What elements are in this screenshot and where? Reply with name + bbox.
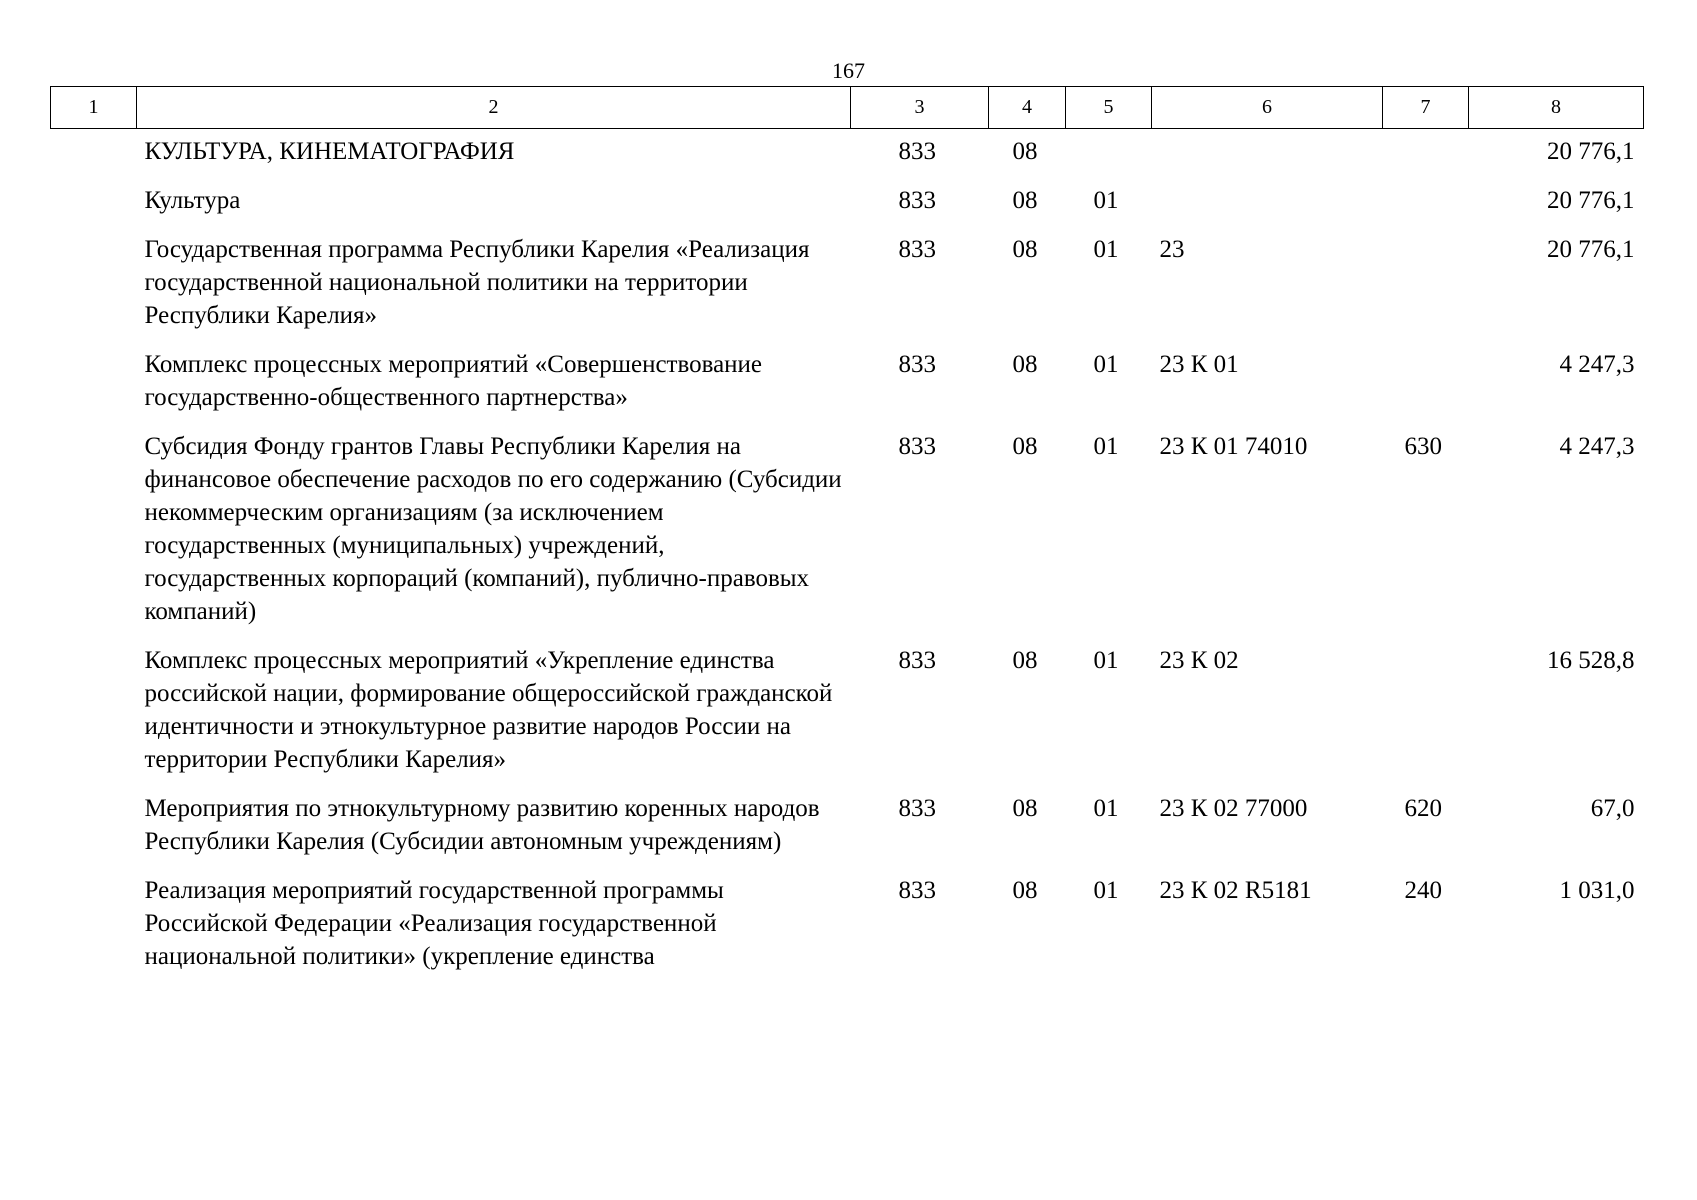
target-code xyxy=(1152,184,1383,233)
subsection-code: 01 xyxy=(1093,351,1119,378)
ministry-code: 833 xyxy=(898,433,936,460)
expense-type-code: 630 xyxy=(1404,433,1442,460)
expense-type-code xyxy=(1383,644,1469,792)
target-code xyxy=(1152,129,1383,185)
item-name: Комплекс процессных мероприятий «Укрепление единства российской нации, формирование общероссийской гражданской идентичности и этнокультурное развитие народов России на территории Республики Карелия» xyxy=(144,647,833,773)
subsection-code: 01 xyxy=(1093,236,1119,263)
ministry-code: 833 xyxy=(898,351,936,378)
ministry-code: 833 xyxy=(898,138,936,165)
target-code: 23 К 02 xyxy=(1159,647,1239,674)
amount: 16 528,8 xyxy=(1547,647,1635,674)
table-row xyxy=(51,874,1644,989)
table-row xyxy=(51,129,1644,185)
target-code: 23 К 01 xyxy=(1159,351,1239,378)
subsection-code: 01 xyxy=(1093,433,1119,460)
table-header xyxy=(51,87,1644,129)
item-name: Мероприятия по этнокультурному развитию коренных народов Республики Карелия (Субсидии автономным учреждениям) xyxy=(144,795,820,855)
subsection-code: 01 xyxy=(1093,877,1119,904)
page-number: 167 xyxy=(832,58,865,83)
subsection-code: 01 xyxy=(1093,647,1119,674)
item-name: Комплекс процессных мероприятий «Совершенствование государственно-общественного партнерства» xyxy=(144,351,763,411)
section-code: 08 xyxy=(1012,647,1038,674)
amount: 20 776,1 xyxy=(1547,138,1635,165)
ministry-code: 833 xyxy=(898,187,936,214)
item-name: Культура xyxy=(144,187,241,214)
ministry-code: 833 xyxy=(898,877,936,904)
column-header-7: 7 xyxy=(1383,87,1469,129)
section-code: 08 xyxy=(1012,351,1038,378)
item-name: КУЛЬТУРА, КИНЕМАТОГРАФИЯ xyxy=(144,138,515,165)
expense-type-code: 240 xyxy=(1404,877,1442,904)
ministry-code: 833 xyxy=(898,795,936,822)
table-row xyxy=(51,184,1644,233)
table-row xyxy=(51,348,1644,430)
ministry-code: 833 xyxy=(898,647,936,674)
budget-table xyxy=(50,86,1644,989)
header-row xyxy=(51,87,1644,129)
expense-type-code xyxy=(1383,348,1469,430)
expense-type-code xyxy=(1383,129,1469,185)
section-code: 08 xyxy=(1012,187,1038,214)
table-body xyxy=(51,129,1644,990)
section-code: 08 xyxy=(1012,236,1038,263)
column-header-8: 8 xyxy=(1469,87,1644,129)
table-row xyxy=(51,233,1644,348)
column-header-6: 6 xyxy=(1152,87,1383,129)
amount: 67,0 xyxy=(1590,795,1635,822)
section-code: 08 xyxy=(1012,138,1038,165)
section-code: 08 xyxy=(1012,877,1038,904)
section-code: 08 xyxy=(1012,433,1038,460)
item-name: Реализация мероприятий государственной программы Российской Федерации «Реализация государственной национальной политики» (укрепление единства xyxy=(144,877,724,970)
target-code: 23 xyxy=(1159,236,1185,263)
table-row xyxy=(51,792,1644,874)
section-code: 08 xyxy=(1012,795,1038,822)
table-row xyxy=(51,644,1644,792)
expense-type-code xyxy=(1383,184,1469,233)
amount: 20 776,1 xyxy=(1547,187,1635,214)
column-header-2: 2 xyxy=(137,87,851,129)
table-row xyxy=(51,430,1644,644)
expense-type-code: 620 xyxy=(1404,795,1442,822)
column-header-3: 3 xyxy=(851,87,989,129)
amount: 4 247,3 xyxy=(1559,351,1635,378)
column-header-5: 5 xyxy=(1066,87,1152,129)
ministry-code: 833 xyxy=(898,236,936,263)
item-name: Государственная программа Республики Карелия «Реализация государственной национальной политики на территории Республики Карелия» xyxy=(144,236,810,329)
amount: 20 776,1 xyxy=(1547,236,1635,263)
amount: 1 031,0 xyxy=(1559,877,1635,904)
target-code: 23 К 02 R5181 xyxy=(1159,877,1312,904)
item-name: Субсидия Фонду грантов Главы Республики Карелия на финансовое обеспечение расходов по его содержанию (Субсидии некоммерческим организациям (за исключением государственных (муниципальных) учреждений, государственных корпораций (компаний), публично-правовых компаний) xyxy=(144,433,842,625)
subsection-code: 01 xyxy=(1093,795,1119,822)
expense-type-code xyxy=(1383,233,1469,348)
column-header-4: 4 xyxy=(989,87,1066,129)
target-code: 23 К 01 74010 xyxy=(1159,433,1308,460)
subsection-code: 01 xyxy=(1093,187,1119,214)
amount: 4 247,3 xyxy=(1559,433,1635,460)
subsection-code xyxy=(1066,129,1152,185)
column-header-1: 1 xyxy=(51,87,137,129)
target-code: 23 К 02 77000 xyxy=(1159,795,1308,822)
